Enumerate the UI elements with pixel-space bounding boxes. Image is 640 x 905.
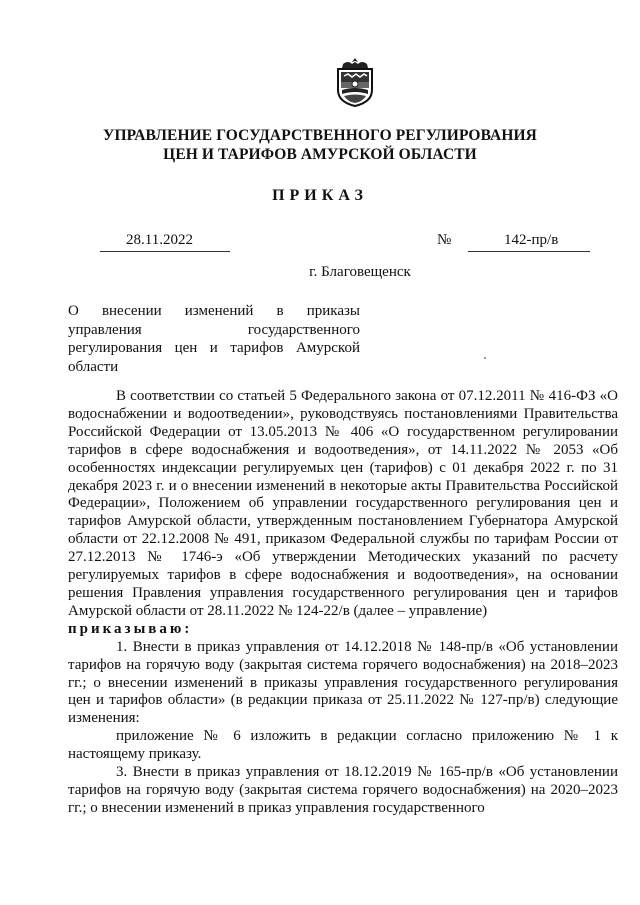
order-subject: [68, 302, 360, 376]
item-1-sub-paragraph: приложение № 6 изложить в редакции согласно приложению № 1 к настоящему приказу.: [68, 728, 618, 763]
agency-name-line-2: ЦЕН И ТАРИФОВ АМУРСКОЙ ОБЛАСТИ: [163, 146, 477, 163]
coat-of-arms-icon: [332, 56, 378, 108]
order-number: [468, 232, 590, 249]
item-3-paragraph: 3. Внести в приказ управления от 18.12.2019 № 165-пр/в «Об установлении тарифов на горячую воду (закрытая система горячего водоснабжения) на 2020–2023 гг.; о внесении изменений в приказ управления государственного: [68, 764, 618, 816]
order-date-value: 28.11.2022: [126, 232, 193, 248]
scan-speck: [484, 357, 486, 359]
order-date: [100, 232, 230, 249]
subject-line-4: области: [68, 358, 119, 375]
item-1-paragraph: 1. Внести в приказ управления от 14.12.2018 № 148-пр/в «Об установлении тарифов на горячую воду (закрытая система горячего водоснабжения) на 2018–2023 гг.; о внесении изменений в приказы управления государственного регулирования цен и тарифов области» (в редакции приказа от 25.11.2022 № 127-пр/в) следующие изменения:: [68, 638, 618, 727]
subject-line-3: регулирования цен и тарифов Амурской: [68, 340, 360, 356]
number-underline: [468, 251, 590, 252]
order-body: [68, 388, 618, 818]
date-underline: [100, 251, 230, 252]
preamble-paragraph: В соответствии со статьей 5 Федерального закона от 07.12.2011 № 416-ФЗ «О водоснабжении и водоотведении», руководствуясь постановлениями Правительства Российской Федерации от 13.05.2013 № 406 «О государственном регулировании тарифов в сфере водоснабжения и водоотведения», от 14.11.2022 № 2053 «Об особенностях индексации регулируемых цен (тарифов) с 01 декабря 2022 г. по 31 декабря 2023 г. и о внесении изменений в некоторые акты Правительства Российской Федерации», Положением об управлении государственного регулирования цен и тарифов Амурской области, утвержденным постановлением Губернатора Амурской области от 22.12.2008 № 491, приказом Федеральной службы по тарифам России от 27.12.2013 № 1746-э «Об утверждении Методических указаний по расчету регулируемых тарифов в сфере водоснабжения и водоотведения», на основании решения Правления управления государственного регулирования цен и тарифов Амурской области от 28.11.2022 № 124-22/в (далее – управление): [68, 388, 618, 619]
document-title: ПРИКАЗ: [272, 187, 368, 204]
agency-name-line-1: УПРАВЛЕНИЕ ГОСУДАРСТВЕННОГО РЕГУЛИРОВАНИЯ: [103, 127, 537, 144]
subject-line-1: О внесении изменений в приказы: [68, 303, 360, 319]
city: г. Благовещенск: [309, 264, 411, 280]
order-number-value: 142-пр/в: [504, 232, 559, 248]
order-word: приказываю:: [68, 620, 193, 637]
number-sign: №: [437, 232, 452, 248]
subject-line-2: управления государственного: [68, 321, 360, 338]
